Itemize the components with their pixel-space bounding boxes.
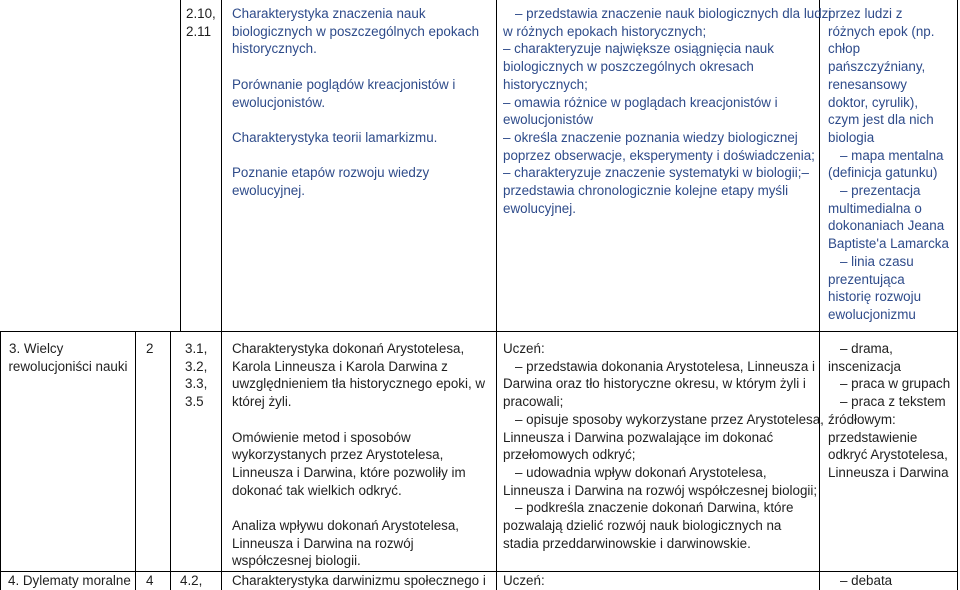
requirement-line: Darwina oraz tło historyczne okresu, w którym żyli i — [503, 376, 806, 392]
requirements-title: Uczeń: — [503, 573, 545, 588]
requirement-line: – charakteryzuje znaczenie systematyki w biologii;– — [503, 165, 809, 181]
method-line: źródłowym: — [828, 411, 896, 427]
section-title-line: 3. Wielcy — [9, 341, 64, 356]
row2-requirements — [503, 340, 824, 552]
row1-topics — [232, 5, 494, 200]
requirement-line: w różnych epokach historycznych; — [503, 23, 707, 39]
requirement-line: Linneusza i Darwina na rozwój współczesnej biologii; — [503, 482, 818, 498]
method-line: biologia — [828, 129, 875, 145]
topic-line: ewolucyjnej. — [232, 182, 305, 198]
row2-methods — [828, 340, 956, 482]
topic-line: Porównanie poglądów kreacjonistów i — [232, 76, 456, 92]
grid-line — [496, 0, 497, 590]
method-line: ewolucjonizmu — [828, 306, 916, 322]
section-title-line: 4. Dylematy moralne — [8, 573, 131, 588]
topic-line: biologicznych w poszczególnych epokach — [232, 23, 480, 39]
method-line: – praca w grupach — [840, 376, 951, 392]
method-line: – linia czasu — [840, 253, 914, 269]
row3-topic — [232, 572, 494, 590]
method-line: Linneusza i Darwina — [828, 464, 949, 480]
requirement-line: stadia przeddarwinowskie i darwinowskie. — [503, 535, 751, 551]
topic-line: Karola Linneusza i Karola Darwina z — [232, 358, 448, 374]
method-line: doktor, cyrulik), — [828, 94, 919, 110]
topic-line: uwzględnieniem tła historycznego epoki, w — [232, 376, 486, 392]
grid-line — [135, 331, 136, 590]
topic-line: Linneusza i Darwina, które pozwoliły im — [232, 464, 466, 480]
method-line: czym jest dla nich — [828, 112, 934, 128]
requirement-line: biologicznych w poszczególnych okresach — [503, 59, 754, 75]
requirement-line: – charakteryzuje największe osiągnięcia nauk — [503, 41, 774, 57]
row2-hours — [136, 340, 170, 358]
requirement-line: – przedstawia dokonania Arystotelesa, Linneusza i — [515, 358, 815, 374]
hours-value: 4 — [146, 573, 154, 588]
requirement-line: ewolucyjnej. — [503, 200, 576, 216]
topic-line: Linneusza i Darwina na rozwój — [232, 535, 414, 551]
method-line: inscenizacja — [828, 358, 901, 374]
requirement-line: – podkreśla znaczenie dokonań Darwina, które — [515, 500, 794, 516]
row2-lesson-number — [171, 340, 221, 411]
row3-section-title — [8, 572, 135, 590]
requirement-line: ewolucjonistów — [503, 112, 594, 128]
lesson-number-line: 3.3, — [185, 376, 208, 392]
hours-value: 2 — [146, 341, 154, 356]
topic-line: współczesnej biologii. — [232, 553, 361, 569]
requirement-line: przedstawia chronologicznie kolejne etapy myśli — [503, 183, 789, 199]
method-line: – mapa mentalna — [840, 147, 944, 163]
topic-line: Analiza wpływu dokonań Arystotelesa, — [232, 518, 460, 533]
method-line: przez ludzi z — [828, 6, 903, 21]
row1-requirements — [503, 5, 832, 217]
requirement-line: – opisuje sposoby wykorzystane przez Arystotelesa, — [515, 411, 824, 427]
method-line: multimedialna o — [828, 200, 922, 216]
topic-line: Charakterystyka teorii lamarkizmu. — [232, 129, 438, 145]
lesson-number-line: 3.2, — [185, 358, 208, 374]
method-line: (definicja gatunku) — [828, 165, 938, 181]
row2-section-title — [1, 340, 135, 375]
row3-lesson-number — [180, 572, 220, 590]
lesson-number-line: 4.2, — [180, 573, 203, 588]
topic-line: Charakterystyka znaczenia nauk — [232, 6, 426, 21]
row3-hours — [146, 572, 170, 590]
topic-line: wykorzystanych przez Arystotelesa, — [232, 447, 444, 463]
method-line: historię rozwoju — [828, 289, 922, 305]
requirement-line: – przedstawia znaczenie nauk biologicznych dla ludzi — [515, 6, 832, 21]
method-line: – prezentacja — [840, 183, 921, 199]
requirement-line: przełomowych odkryć; — [503, 447, 636, 463]
method-line: odkryć Arystotelesa, — [828, 447, 948, 463]
topic-line: ewolucjonistów. — [232, 94, 326, 110]
requirement-line: Linneusza i Darwina pozwalające im dokonać — [503, 429, 774, 445]
method-line: – drama, — [840, 341, 893, 356]
row3-methods — [828, 572, 956, 590]
topic-line: Charakterystyka darwinizmu społecznego i — [232, 573, 486, 588]
grid-line — [819, 0, 820, 590]
row3-requirements — [503, 572, 817, 590]
method-line: – debata — [840, 573, 893, 588]
requirement-line: pozwalają dzielić rozwój nauk biologicznych na — [503, 518, 782, 534]
method-line: różnych epok (np. — [828, 23, 935, 39]
method-line: pańszczyźniany, — [828, 59, 926, 75]
requirement-line: pracowali; — [503, 394, 564, 410]
lesson-number-line: 2.11 — [186, 23, 212, 39]
method-line: prezentująca — [828, 271, 905, 287]
grid-line — [0, 331, 958, 332]
row1-lesson-number — [186, 5, 218, 40]
grid-line — [957, 0, 958, 590]
method-line: Baptiste'a Lamarcka — [828, 236, 949, 252]
method-line: przedstawienie — [828, 429, 918, 445]
topic-line: Charakterystyka dokonań Arystotelesa, — [232, 341, 465, 356]
method-line: chłop — [828, 41, 861, 57]
topic-line: Omówienie metod i sposobów — [232, 429, 411, 445]
row1-methods — [828, 5, 956, 324]
requirement-line: historycznych; — [503, 76, 588, 92]
method-line: renesansowy — [828, 76, 907, 92]
requirement-line: poprzez obserwacje, eksperymenty i doświadczenia; — [503, 147, 815, 163]
requirement-line: – udowadnia wpływ dokonań Arystotelesa, — [515, 464, 767, 480]
topic-line: której żyli. — [232, 394, 292, 410]
method-line: – praca z tekstem — [840, 394, 946, 410]
lesson-number-line: 2.10, — [186, 6, 216, 21]
grid-line — [221, 0, 222, 590]
topic-line: dokonać tak wielkich odkryć. — [232, 482, 402, 498]
section-title-line: rewolucjoniści nauki — [8, 358, 128, 374]
requirement-line: – określa znaczenie poznania wiedzy biologicznej — [503, 129, 798, 145]
lesson-number-line: 3.5 — [185, 394, 204, 410]
grid-line — [180, 0, 181, 331]
method-line: dokonaniach Jeana — [828, 218, 945, 234]
requirements-title: Uczeń: — [503, 341, 545, 356]
lesson-number-line: 3.1, — [185, 341, 208, 356]
topic-line: historycznych. — [232, 41, 317, 57]
topic-line: Poznanie etapów rozwoju wiedzy — [232, 165, 430, 181]
row2-topics — [232, 340, 494, 570]
requirement-line: – omawia różnice w poglądach kreacjonistów i — [503, 94, 778, 110]
